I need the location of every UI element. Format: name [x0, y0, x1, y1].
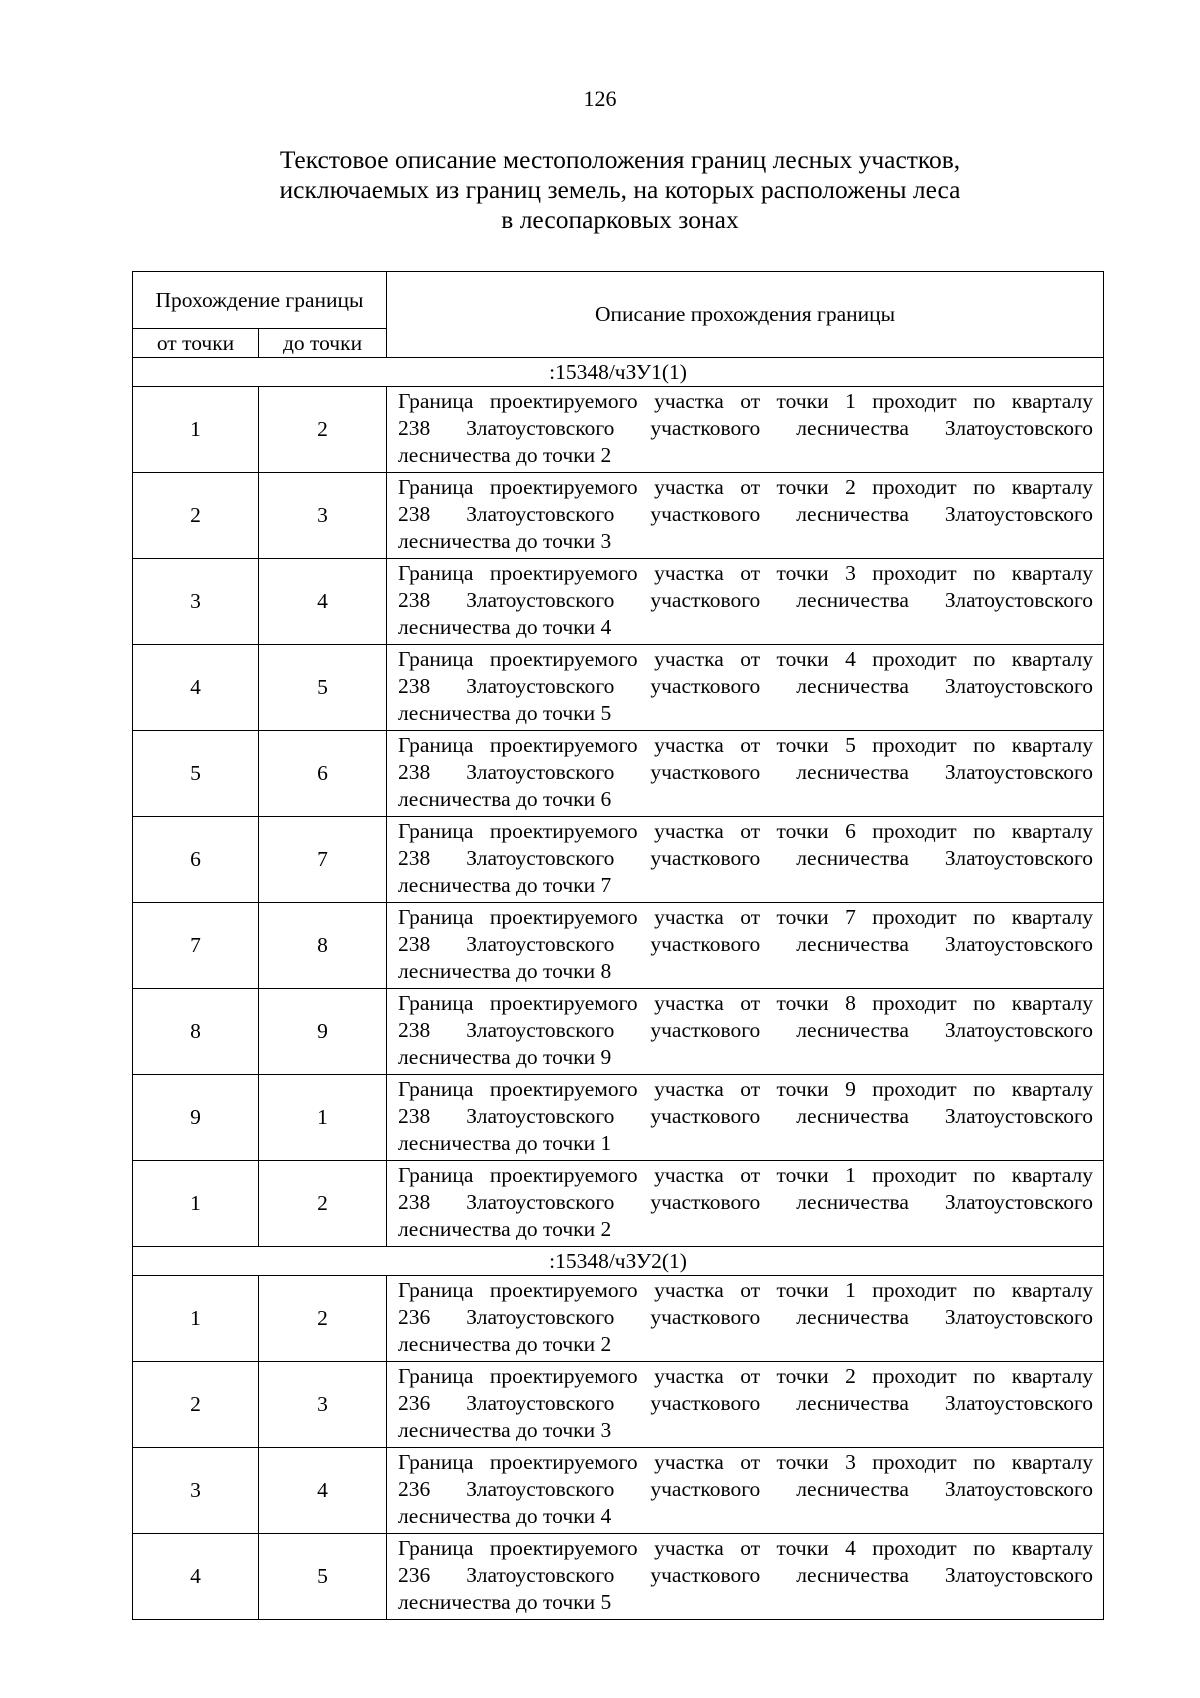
description-line: Граница проектируемого участка от точки 8 проходит по кварталу: [398, 991, 1094, 1015]
description-line: Граница проектируемого участка от точки 6 проходит по кварталу: [398, 819, 1094, 843]
description-line: лесничества до точки 3: [398, 1418, 612, 1442]
table-row: [133, 645, 1104, 731]
header-description: Описание прохождения границы: [387, 272, 1104, 358]
boundary-description: [387, 1362, 1104, 1448]
header-from-point: от точки: [133, 329, 259, 358]
section-row: [133, 1247, 1104, 1276]
boundary-description: [387, 731, 1104, 817]
page-number: 126: [583, 86, 617, 111]
description-line: 238 Златоустовского участкового лесничества Златоустовского: [398, 588, 1094, 612]
description-line: лесничества до точки 4: [398, 615, 612, 639]
table-row: [133, 1448, 1104, 1534]
description-line: лесничества до точки 5: [398, 1590, 612, 1614]
table-row: [133, 731, 1104, 817]
title-line: Текстовое описание местоположения границ лесных участков,: [279, 145, 961, 174]
description-line: Граница проектируемого участка от точки 1 проходит по кварталу: [398, 389, 1094, 413]
table-row: [133, 1362, 1104, 1448]
boundary-description: [387, 645, 1104, 731]
to-point: 4: [259, 559, 387, 645]
description-line: 238 Златоустовского участкового лесничества Златоустовского: [398, 1018, 1094, 1042]
to-point: 5: [259, 645, 387, 731]
to-point: 8: [259, 903, 387, 989]
boundary-description: [387, 1534, 1104, 1620]
table-body: [133, 358, 1104, 1620]
description-line: лесничества до точки 9: [398, 1045, 612, 1069]
table-row: [133, 1161, 1104, 1247]
header-boundary-passage: Прохождение границы: [133, 272, 387, 329]
description-line: Граница проектируемого участка от точки 1 проходит по кварталу: [398, 1278, 1094, 1302]
from-point: 3: [133, 559, 259, 645]
header-to-point: до точки: [259, 329, 387, 358]
description-line: Граница проектируемого участка от точки 1 проходит по кварталу: [398, 1163, 1094, 1187]
boundary-description: [387, 817, 1104, 903]
from-point: 7: [133, 903, 259, 989]
to-point: 9: [259, 989, 387, 1075]
to-point: 5: [259, 1534, 387, 1620]
to-point: 6: [259, 731, 387, 817]
description-line: лесничества до точки 8: [398, 959, 612, 983]
boundary-description: [387, 1448, 1104, 1534]
table-header: [133, 272, 1104, 358]
to-point: 2: [259, 387, 387, 473]
boundary-description: [387, 1276, 1104, 1362]
boundary-table: [132, 271, 1104, 1620]
to-point: 7: [259, 817, 387, 903]
boundary-description: [387, 903, 1104, 989]
section-row: [133, 358, 1104, 387]
description-line: 238 Златоустовского участкового лесничества Златоустовского: [398, 1104, 1094, 1128]
from-point: 3: [133, 1448, 259, 1534]
to-point: 3: [259, 1362, 387, 1448]
description-line: Граница проектируемого участка от точки 7 проходит по кварталу: [398, 905, 1094, 929]
description-line: лесничества до точки 1: [398, 1131, 612, 1155]
from-point: 4: [133, 1534, 259, 1620]
title-line: исключаемых из границ земель, на которых расположены леса: [279, 175, 961, 204]
to-point: 2: [259, 1276, 387, 1362]
description-line: Граница проектируемого участка от точки 4 проходит по кварталу: [398, 647, 1094, 671]
from-point: 2: [133, 473, 259, 559]
boundary-description: [387, 473, 1104, 559]
to-point: 3: [259, 473, 387, 559]
table-row: [133, 559, 1104, 645]
table-row: [133, 903, 1104, 989]
description-line: 238 Златоустовского участкового лесничества Златоустовского: [398, 760, 1094, 784]
document-title: [200, 145, 1040, 235]
from-point: 5: [133, 731, 259, 817]
section-title: :15348/чЗУ1(1): [133, 358, 1104, 387]
description-line: лесничества до точки 5: [398, 701, 612, 725]
description-line: Граница проектируемого участка от точки 5 проходит по кварталу: [398, 733, 1094, 757]
boundary-description: [387, 1075, 1104, 1161]
description-line: 238 Златоустовского участкового лесничества Златоустовского: [398, 1190, 1094, 1214]
to-point: 4: [259, 1448, 387, 1534]
from-point: 2: [133, 1362, 259, 1448]
section-title: :15348/чЗУ2(1): [133, 1247, 1104, 1276]
table-row: [133, 1534, 1104, 1620]
table-row: [133, 387, 1104, 473]
boundary-description: [387, 559, 1104, 645]
description-line: 236 Златоустовского участкового лесничества Златоустовского: [398, 1305, 1094, 1329]
title-line: в лесопарковых зонах: [501, 205, 739, 234]
from-point: 1: [133, 1161, 259, 1247]
table-row: [133, 1276, 1104, 1362]
description-line: лесничества до точки 7: [398, 873, 612, 897]
description-line: 238 Златоустовского участкового лесничества Златоустовского: [398, 932, 1094, 956]
from-point: 6: [133, 817, 259, 903]
description-line: 236 Златоустовского участкового лесничества Златоустовского: [398, 1391, 1094, 1415]
table-row: [133, 989, 1104, 1075]
description-line: Граница проектируемого участка от точки 2 проходит по кварталу: [398, 1364, 1094, 1388]
description-line: лесничества до точки 2: [398, 1332, 612, 1356]
description-line: 238 Златоустовского участкового лесничества Златоустовского: [398, 502, 1094, 526]
table-row: [133, 817, 1104, 903]
from-point: 9: [133, 1075, 259, 1161]
description-line: 238 Златоустовского участкового лесничества Златоустовского: [398, 846, 1094, 870]
description-line: 236 Златоустовского участкового лесничества Златоустовского: [398, 1477, 1094, 1501]
description-line: 236 Златоустовского участкового лесничества Златоустовского: [398, 1563, 1094, 1587]
description-line: Граница проектируемого участка от точки 4 проходит по кварталу: [398, 1536, 1094, 1560]
description-line: лесничества до точки 6: [398, 787, 612, 811]
description-line: Граница проектируемого участка от точки 3 проходит по кварталу: [398, 561, 1094, 585]
to-point: 2: [259, 1161, 387, 1247]
description-line: Граница проектируемого участка от точки 3 проходит по кварталу: [398, 1450, 1094, 1474]
description-line: лесничества до точки 2: [398, 1217, 612, 1241]
from-point: 4: [133, 645, 259, 731]
boundary-description: [387, 989, 1104, 1075]
description-line: лесничества до точки 4: [398, 1504, 612, 1528]
description-line: 238 Златоустовского участкового лесничества Златоустовского: [398, 674, 1094, 698]
to-point: 1: [259, 1075, 387, 1161]
table-row: [133, 473, 1104, 559]
from-point: 8: [133, 989, 259, 1075]
boundary-description: [387, 387, 1104, 473]
description-line: лесничества до точки 3: [398, 529, 612, 553]
boundary-description: [387, 1161, 1104, 1247]
from-point: 1: [133, 387, 259, 473]
description-line: Граница проектируемого участка от точки 9 проходит по кварталу: [398, 1077, 1094, 1101]
from-point: 1: [133, 1276, 259, 1362]
table-row: [133, 1075, 1104, 1161]
description-line: 238 Златоустовского участкового лесничества Златоустовского: [398, 416, 1094, 440]
description-line: Граница проектируемого участка от точки 2 проходит по кварталу: [398, 475, 1094, 499]
description-line: лесничества до точки 2: [398, 443, 612, 467]
